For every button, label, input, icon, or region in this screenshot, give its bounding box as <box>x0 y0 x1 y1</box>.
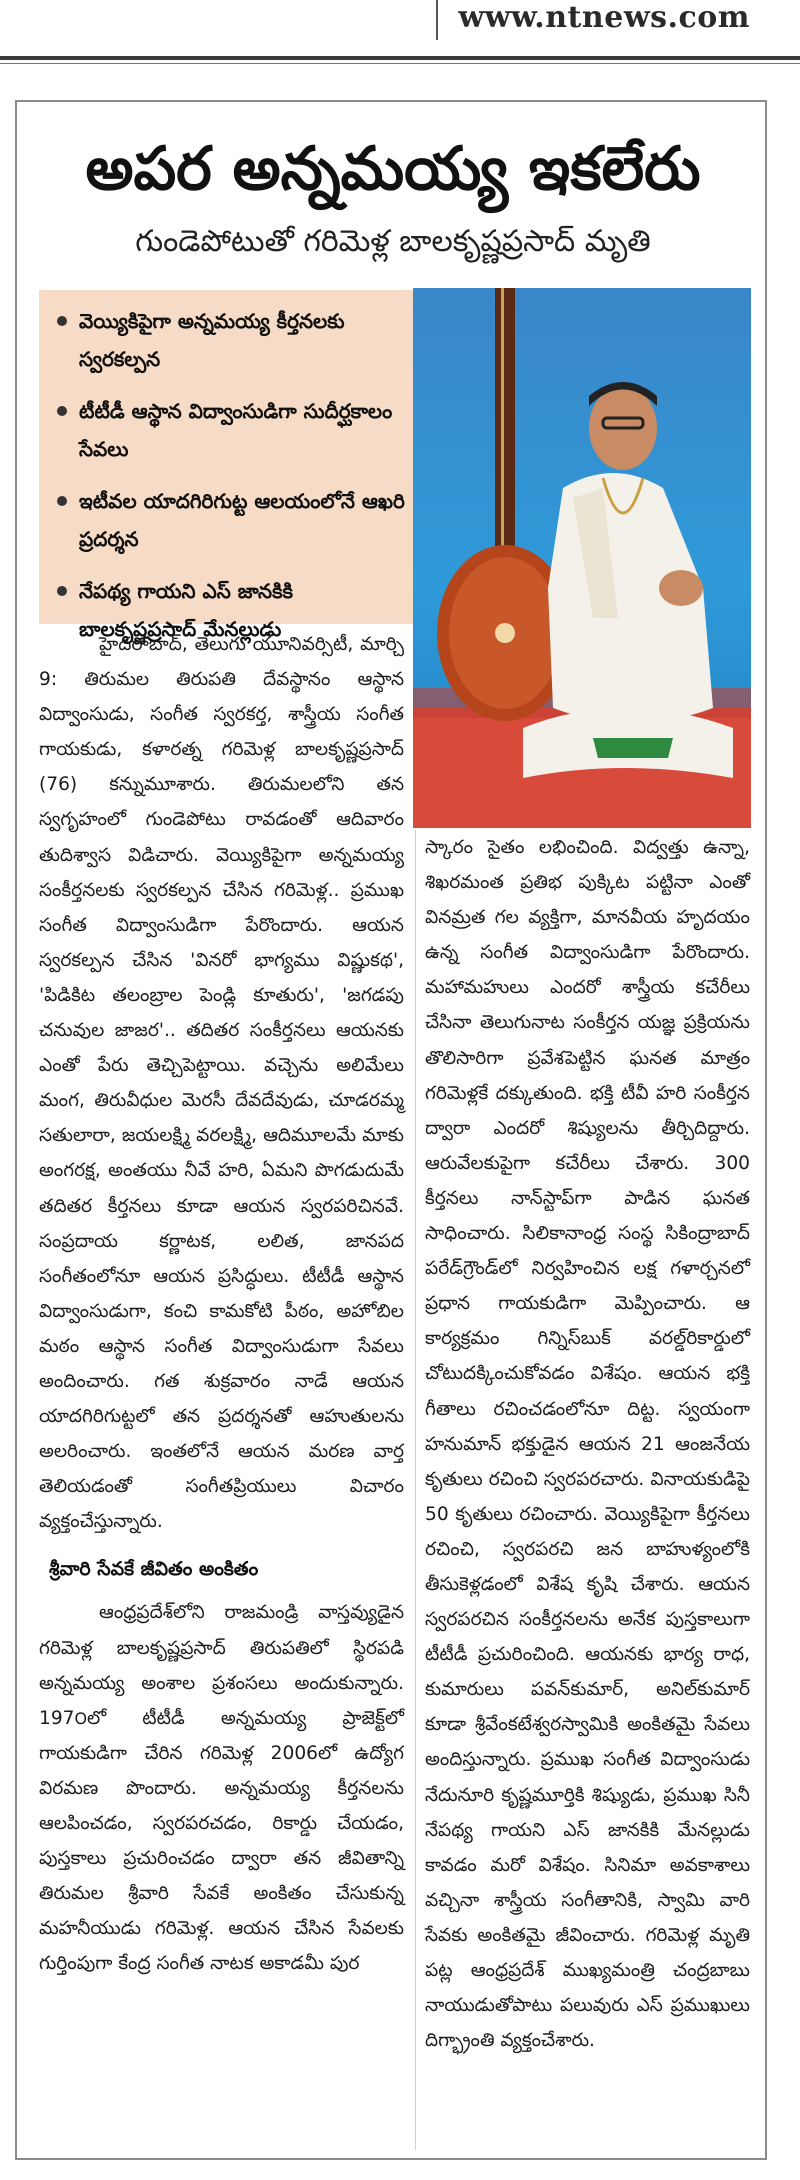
right-column <box>425 830 750 2058</box>
singer-photo <box>413 288 751 828</box>
site-header <box>0 0 800 70</box>
highlight-text: వెయ్యికిపైగా అన్నమయ్య కీర్తనలకు స్వరకల్పన <box>79 309 345 371</box>
singer-illustration <box>413 288 751 828</box>
section-subheading: శ్రీవారి సేవకే జీవితం అంకితం <box>49 1558 259 1581</box>
article-box <box>15 100 767 2160</box>
bullet-icon <box>57 406 67 416</box>
highlight-item <box>57 482 405 558</box>
subheadline: గుండెపోటుతో గరిమెళ్ల బాలకృష్ణప్రసాద్ మృతి <box>135 224 651 259</box>
bullet-icon <box>57 496 67 506</box>
header-rule <box>0 56 800 60</box>
highlight-item <box>57 392 405 468</box>
article-paragraph: ఆంధ్రప్రదేశ్‌లోని రాజమండ్రి వాస్తవ్యుడైన గరిమెళ్ల బాలకృష్ణప్రసాద్ తిరుపతిలో స్థిరపడి అన్నమయ్య అంశాల ప్రశంసలు అందుకున్నారు. 197౦లో టీటీడీ అన్నమయ్య ప్రాజెక్ట్‌లో గాయకుడిగా చేరిన గరిమెళ్ల 2006లో ఉద్యోగ విరమణ పొందారు. అన్నమయ్య కీర్తనలను ఆలపించడం, స్వరపరచడం, రికార్డు చేయడం, పుస్తకాలు ప్రచురించడం ద్వారా తన జీవితాన్ని తిరుమల శ్రీవారి సేవకే అంకితం చేసుకున్న మహనీయుడు గరిమెళ్ల. ఆయన చేసిన సేవలకు గుర్తింపుగా కేంద్ర సంగీత నాటక అకాడమీ పుర <box>39 1602 404 1975</box>
dhoti-border <box>593 738 673 758</box>
tanpura-rosette <box>495 623 515 643</box>
bullet-icon <box>57 586 67 596</box>
tanpura-neck <box>495 288 515 588</box>
raised-hand <box>659 570 703 606</box>
header-rule-thin <box>0 63 800 64</box>
headline: అపర అన్నమయ్య ఇకలేరు <box>85 134 701 204</box>
article-paragraph: హైదరాబాద్, తెలుగు యూనివర్సిటీ, మార్చి 9: తిరుమల తిరుపతి దేవస్థానం ఆస్థాన విద్వాంసుడు, సంగీత స్వరకర్త, శాస్త్రీయ సంగీత గాయకుడు, కళారత్న గరిమెళ్ల బాలకృష్ణప్రసాద్ (76) కన్నుమూశారు. తిరుమలలోని తన స్వగృహంలో గుండెపోటు రావడంతో ఆదివారం తుదిశ్వాస విడిచారు. వెయ్యికిపైగా అన్నమయ్య సంకీర్తనలకు స్వరకల్పన చేసిన గరిమెళ్ల.. ప్రముఖ సంగీత విద్వాంసుడిగా పేరొందారు. ఆయన స్వరకల్పన చేసిన 'వినరో భాగ్యము విష్ణుకథ', 'పిడికిట తలంబ్రాల పెండ్లి కూతురు', 'జగడపు చనువుల జాజర'.. తదితర సంకీర్తనలు ఆయనకు ఎంతో పేరు తెచ్చిపెట్టాయి. వచ్చెను అలిమేలు మంగ, తిరువీధుల మెరసీ దేవదేవుడు, చూడరమ్మ సతులారా, జయలక్ష్మి వరలక్ష్మి, ఆదిమూలమే మాకు అంగరక్ష, అంతయు నీవే హరి, ఏమని పొగడుదుమే తదితర కీర్తనలు కూడా ఆయన స్వరపరిచినవే. సంప్రదాయ కర్ణాటక, లలిత, జానపద సంగీతంలోనూ ఆయన ప్రసిద్ధులు. టీటీడీ ఆస్థాన విద్వాంసుడుగా, కంచి కామకోటి పీఠం, అహోబిల మఠం ఆస్థాన సంగీత విద్వాంసుడుగా సేవలు అందించారు. గత శుక్రవారం నాడే ఆయన యాదగిరిగుట్టలో తన ప్రదర్శనతో ఆహుతులను అలరించారు. ఇంతలోనే ఆయన మరణ వార్త తెలియడంతో సంగీతప్రియులు విచారం వ్యక్తంచేస్తున్నారు. <box>39 634 404 1533</box>
tanpura-string <box>501 288 504 588</box>
bullet-icon <box>57 316 67 326</box>
left-column <box>39 627 404 1981</box>
column-divider <box>415 830 416 2150</box>
highlight-text: నేపథ్య గాయని ఎస్ జానకికి బాలకృష్ణప్రసాద్ మేనల్లుడు <box>79 579 293 641</box>
highlights-box <box>39 290 415 641</box>
highlight-text: ఇటీవల యాదగిరిగుట్ట ఆలయంలోనే ఆఖరి ప్రదర్శన <box>79 489 405 551</box>
header-divider <box>436 0 438 40</box>
site-url[interactable]: www.ntnews.com <box>458 0 750 35</box>
highlight-text: టీటీడీ ఆస్థాన విద్వాంసుడిగా సుదీర్ఘకాలం సేవలు <box>79 399 393 461</box>
article-paragraph: స్కారం సైతం లభించింది. విద్వత్తు ఉన్నా, శిఖరమంత ప్రతిభ పుక్కిట పట్టినా ఎంతో వినమ్రత గల వ్యక్తిగా, మానవీయ హృదయం ఉన్న సంగీత విద్వాంసుడిగా పేరొందారు. మహామహులు ఎందరో శాస్త్రీయ కచేరీలు చేసినా తెలుగునాట సంకీర్తన యజ్ఞ ప్రక్రియను తొలిసారిగా ప్రవేశపెట్టిన ఘనత మాత్రం గరిమెళ్లకే దక్కుతుంది. భక్తి టీవీ హరి సంకీర్తన ద్వారా ఎందరో శిష్యులను తీర్చిదిద్దారు. ఆరువేలకుపైగా కచేరీలు చేశారు. 300 కీర్తనలు నాన్‌స్టాప్‌గా పాడిన ఘనత సాధించారు. సిలికానాంధ్ర సంస్థ సికింద్రాబాద్ పరేడ్‌గ్రౌండ్‌లో నిర్వహించిన లక్ష గళార్చనలో ప్రధాన గాయకుడిగా మెప్పించారు. ఆ కార్యక్రమం గిన్నిస్‌బుక్ వరల్డ్‌రికార్డులో చోటుదక్కించుకోవడం విశేషం. ఆయన భక్తి గీతాలు రచించడంలోనూ దిట్ట. స్వయంగా హనుమాన్ భక్తుడైన ఆయన 21 ఆంజనేయ కృతులు రచించి స్వరపరచారు. వినాయకుడిపై 50 కృతులు రచించారు. వెయ్యికిపైగా కీర్తనలు రచించి, స్వరపరచి జన బాహుళ్యంలోకి తీసుకెళ్లడంలో విశేష కృషి చేశారు. ఆయన స్వరపరచిన సంకీర్తనలను అనేక పుస్తకాలుగా టీటీడీ ప్రచురించింది. ఆయనకు భార్య రాధ, కుమారులు పవన్‌కుమార్, అనిల్‌కుమార్ కూడా శ్రీవేంకటేశ్వరస్వామికి అంకితమై సేవలు అందిస్తున్నారు. ప్రముఖ సంగీత విద్వాంసుడు నేదునూరి కృష్ణమూర్తికి శిష్యుడు, ప్రముఖ సినీ నేపథ్య గాయని ఎస్ జానకికి మేనల్లుడు కావడం మరో విశేషం. సినిమా అవకాశాలు వచ్చినా శాస్త్రీయ సంగీతానికి, స్వామి వారి సేవకు అంకితమై జీవించారు. గరిమెళ్ల మృతి పట్ల ఆంధ్రప్రదేశ్ ముఖ్యమంత్రి చంద్రబాబు నాయుడుతోపాటు పలువురు ఎస్ ప్రముఖులు దిగ్భ్రాంతి వ్యక్తంచేశారు. <box>425 837 750 2052</box>
highlight-item <box>57 302 405 378</box>
